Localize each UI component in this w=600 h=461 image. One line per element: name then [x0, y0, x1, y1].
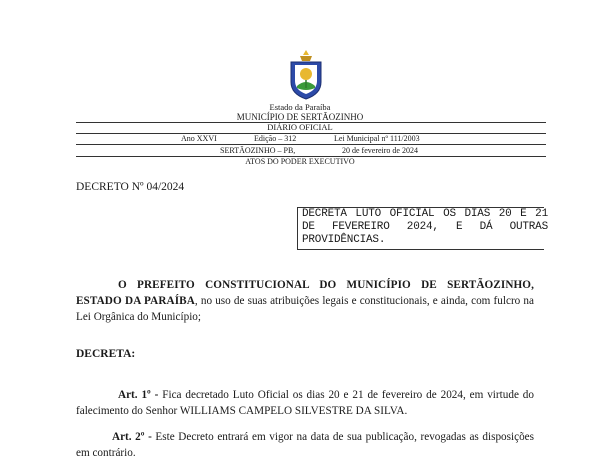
decree-number: DECRETO Nº 04/2024 [76, 181, 185, 193]
header-gazette: DIÁRIO OFICIAL [267, 122, 333, 132]
article-2-label: Art. 2º - [112, 431, 152, 443]
header-place: SERTÃOZINHO – PB, [220, 146, 296, 155]
municipal-crest-icon [286, 48, 326, 100]
decreta-heading: DECRETA: [76, 348, 136, 360]
header-municipality: MUNICÍPIO DE SERTÃOZINHO [236, 112, 364, 122]
article-2-text: Este Decreto entrará em vigor na data de sua publicação, revogadas as disposições em contrário. [76, 431, 534, 459]
ementa-text: DECRETA LUTO OFICIAL OS DIAS 20 E 21 DE FEVEREIRO 2024, E DÁ OUTRAS PROVIDÊNCIAS. [302, 208, 548, 246]
header-date: 20 de fevereiro de 2024 [342, 146, 418, 155]
header-section: ATOS DO PODER EXECUTIVO [245, 157, 355, 166]
article-1 [76, 387, 534, 419]
header-law: Lei Municipal nº 111/2003 [334, 134, 420, 143]
article-2 [76, 429, 534, 461]
header-rule [76, 133, 546, 134]
header-edition: Edição – 312 [254, 134, 297, 143]
article-1-text: Fica decretado Luto Oficial os dias 20 e 21 de fevereiro de 2024, em virtude do falecimento do Senhor WILLIAMS CAMPELO SILVESTRE DA SILVA. [76, 389, 534, 417]
intro-bold: O PREFEITO CONSTITUCIONAL DO MUNICÍPIO DE SERTÃOZINHO, ESTADO DA PARAÍBA [76, 279, 534, 307]
header-rule [76, 144, 546, 145]
header-state: Estado da Paraíba [269, 102, 331, 112]
header-year: Ano XXVI [181, 134, 217, 143]
article-1-label: Art. 1º - [118, 389, 159, 401]
intro-paragraph [76, 277, 534, 325]
intro-rest: , no uso de suas atribuições legais e constitucionais, e ainda, com fulcro na Lei Orgânica do Município; [76, 295, 534, 323]
